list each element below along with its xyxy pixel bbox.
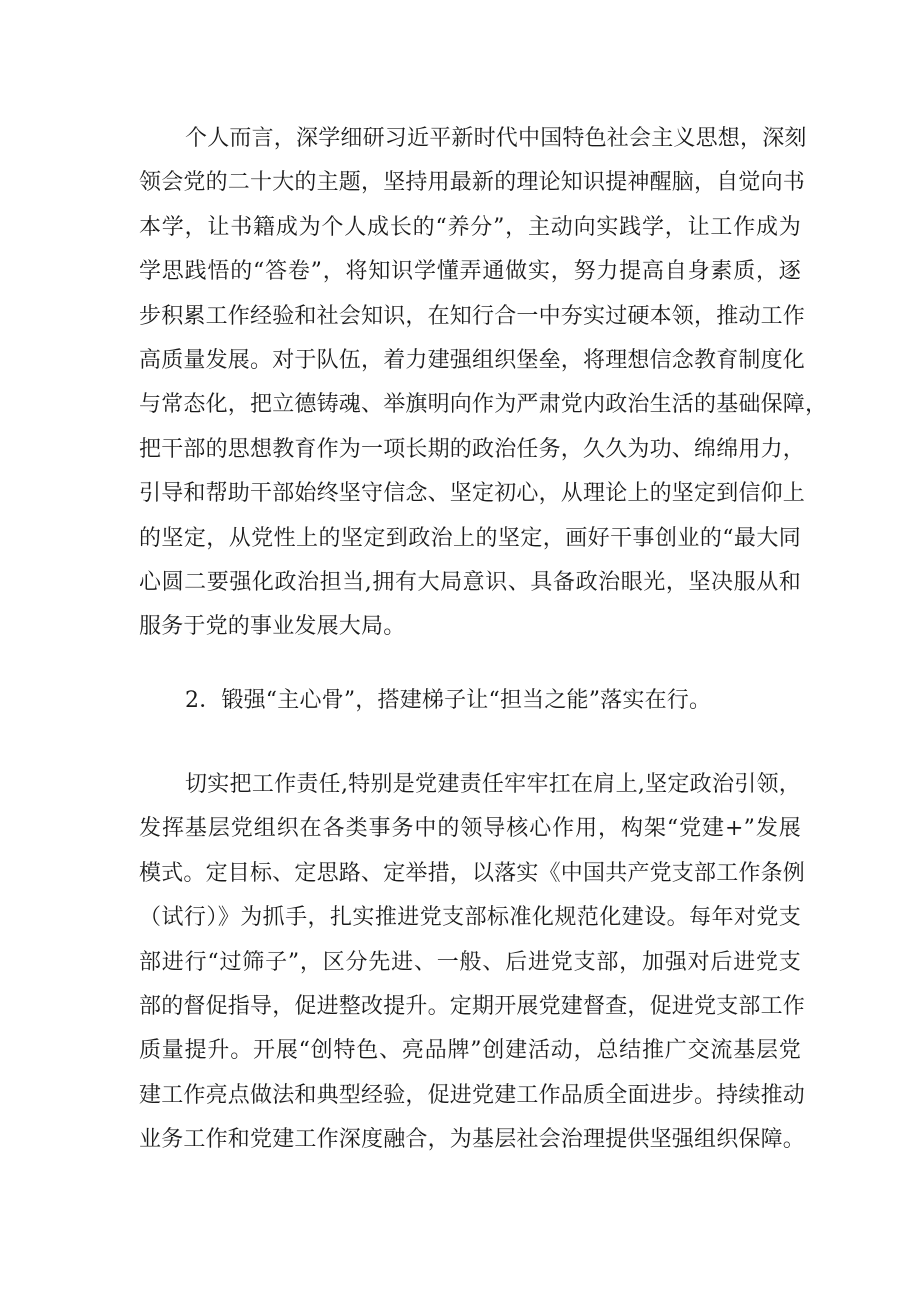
paragraph-line: 步积累工作经验和社会知识，在知行合一中夯实过硬本领，推动工作: [139, 303, 806, 329]
paragraph-line: 引导和帮助干部始终坚守信念、坚定初心，从理论上的坚定到信仰上: [139, 481, 806, 507]
paragraph-line: 心圆二要强化政治担当,拥有大局意识、具备政治眼光，坚决服从和: [139, 569, 801, 595]
section-heading-text: 2．锻强“主心骨”，搭建梯子让“担当之能”落实在行。: [185, 688, 712, 713]
paragraph-line: 本学，让书籍成为个人成长的“养分”，主动向实践学，让工作成为: [139, 214, 801, 240]
paragraph-line: 领会党的二十大的主题，坚持用最新的理论知识提神醒脑，自觉向书: [139, 170, 806, 196]
paragraph-line: 把干部的思想教育作为一项长期的政治任务，久久为功、绵绵用力，: [139, 436, 806, 462]
paragraph-line: 部的督促指导，促进整改提升。定期开展党建督查，促进党支部工作: [139, 993, 806, 1019]
paragraph-line: 切实把工作责任,特别是党建责任牢牢扛在肩上,坚定政治引领，: [185, 772, 801, 797]
paragraph-line: 个人而言，深学细研习近平新时代中国特色社会主义思想，深刻: [185, 126, 807, 151]
paragraph-line: 学思践悟的“答卷”，将知识学懂弄通做实，努力提高自身素质，逐: [139, 259, 801, 285]
paragraph-line: 部进行“过筛子”，区分先进、一般、后进党支部，加强对后进党支: [139, 949, 801, 975]
section-heading: [139, 679, 801, 723]
paragraph-line: 建工作亮点做法和典型经验，促进党建工作品质全面进步。持续推动: [139, 1082, 806, 1108]
paragraph-line: 模式。定目标、定思路、定举措，以落实《中国共产党支部工作条例: [139, 860, 806, 886]
paragraph-line: 与常态化，把立德铸魂、举旗明向作为严肃党内政治生活的基础保障，: [139, 392, 828, 418]
paragraph-1: [139, 117, 828, 650]
paragraph-line: 业务工作和党建工作深度融合，为基层社会治理提供坚强组织保障。: [139, 1127, 806, 1153]
paragraph-line: 服务于党的事业发展大局。: [139, 614, 406, 640]
paragraph-line: 质量提升。开展“创特色、亮品牌”创建活动，总结推广交流基层党: [139, 1038, 801, 1064]
paragraph-line: 的坚定，从党性上的坚定到政治上的坚定，画好干事创业的“最大同: [139, 525, 801, 551]
paragraph-line: （试行）》为抓手，扎实推进党支部标准化规范化建设。每年对党支: [139, 905, 801, 931]
paragraph-line: 高质量发展。对于队伍，着力建强组织堡垒，将理想信念教育制度化: [139, 347, 806, 373]
paragraph-2: [139, 763, 806, 1163]
paragraph-line: 发挥基层党组织在各类事务中的领导核心作用，构架“党建+”发展: [139, 816, 801, 842]
